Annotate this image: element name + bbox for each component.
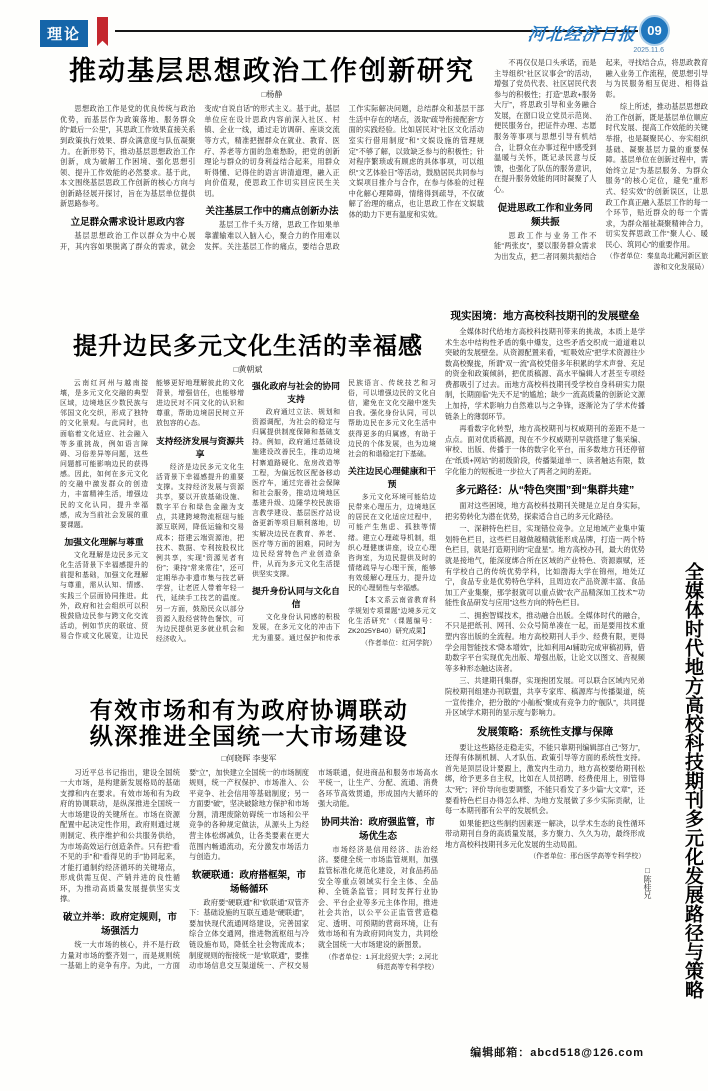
body-paragraph: 全媒体时代给地方高校科技期刊带来的挑战，本质上是学术生态中结构性矛盾的集中爆发，这些矛盾交织成一道道难以突破的发展壁垒。从资源配置来看，“虹吸效应”把学术资源往少数高校聚拢，所谓“双一流”高校凭借多年积累的学术声誉、充足的资金和政策倾斜，把优质稿源、高水平编辑人才甚至专项经费都吸引了过去。而地方高校科技期刊受学校自身科研实力限制，长期面临“先天不足”的尴尬；缺少一流高质量的创新论文源上加持，学术影响力自然难以与之争锋，逐渐沦为了学术传播链条上的薄弱环节。 — [445, 327, 645, 421]
body-paragraph: 市场经济是信用经济、法治经济。要健全统一市场监管规则，加强监管标准化规范化建设，对食品药品安全等重点领域实行全主体、全品种、全链条监管；同时发挥行业协会、平台企业等多元主体作用，推进社会共治，以公平公正监管营造稳定、透明、可预期的营商环境，让有效市场和有为政府同向发力，共同绘就全国统一大市场建设的新图景。 — [318, 844, 438, 950]
sub-heading: 促进思政工作和业务同频共振 — [497, 202, 593, 228]
sub-heading: 支持经济发展与资源共享 — [156, 435, 244, 459]
article-middle-title: 提升边民多元文化生活的幸福感 — [73, 333, 423, 360]
body-paragraph: 统一大市场的核心，并不是行政力量对市场的整齐划一，而是规则统一基础上的竞争有序。为此，一方面要“立”，加快建立全国统一的市场制度规则，统一产权保护、市场准入、公平竞争、社会信用等基础制度；另一方面要“破”，坚决破除地方保护和市场分割，清理废除妨碍统一市场和公平竞争的各种规定做法，从源头上为经营主体松绑减负，让各类要素在更大范围内畅通流动，充分激发市场活力与创造力。 — [60, 767, 309, 971]
sub-heading: 强化政府与社会的协同支持 — [252, 380, 340, 404]
body-paragraph: 文化理解是边民多元文化生活背景下幸福感提升的前提和基础，加强文化理解与尊重，需从认知、情感、实践三个层面协同推进。此外，政府和社会组织可以积极鼓励边民参与跨文化交流活动，例如节庆的联谊、贸易合作或文化展览，让边民能够更好地理解彼此的文化背景，增强信任，也能够增进边民对不同文化的认识和尊重，帮助边境居民树立开放包容的心态。 — [60, 379, 244, 641]
masthead-title: 河北经济日报 — [526, 25, 637, 44]
sub-heading: 协同共治：政府强监管，市场优生态 — [320, 816, 435, 842]
section-heading: 发展策略：系统性支撑与保障 — [476, 725, 614, 738]
article-top — [60, 56, 708, 332]
article-middle — [60, 334, 436, 692]
body-paragraph: 不再仅仅是口头承诺，而是主导组织“社区议事会”的活动，增强了党员代表、社区居民代表参与的积极性；打造“思政+服务大厅”，将思政引导和业务融合发展，在窗口设立党员示范岗、便民服务台，把证件办理、志愿服务等事项与思想引导有机结合，让群众在办事过程中感受到温暖与关怀，既记录民意与反馈，也强化了队伍的服务意识，在提升服务效能的同时凝聚了人心。 — [494, 58, 597, 194]
article-top-title: 推动基层思想政治工作创新研究 — [69, 56, 475, 86]
body-paragraph: 基层工作千头万绪，思政工作如果单靠灌输难以入脑入心，聚合力的作用难以发挥。关注基层工作的痛点，要结合思政工作实际解决问题，总结群众和基层干部生活中存在的堵点，汲取“疏导衔接配套”方面的实践经验。比如居民对“社区文化活动室实行借用制度”和“文娱设施的管理规定”不够了解，以致缺乏参与的积极性；针对程序繁琐或有顾虑的具体事项，可以组织“文艺体验日”等活动，鼓励居民共同参与文娱项目推介与合作，在参与体验的过程中化解心理障碍，情绪得到疏导，不仅破解了治理的痛点，也让思政工作在文娱载体的助力下更有温度和实效。 — [204, 104, 484, 251]
article-bottom-title-line1: 有效市场和有为政府协调联动 — [89, 697, 409, 723]
body-paragraph: 面对这些困境，地方高校科技期刊关键是立足自身实际，把劣势转化为潜在优势，探索适合自己的多元化路径。 — [445, 501, 645, 521]
body-paragraph: 二、拥抱智媒技术，推动融合出版。全媒体时代的融合，不只是把纸刊、网刊、公众号简单凑在一起，而是要用技术重塑内容出版的全流程。地方高校期刊人手少、经费有限，更得学会用智能技术“降本增效”，比如利用AI辅助完成审稿初筛，借助数字平台实现优先出版、增强出版，让论文以图文、音视频等多种形态触达读者。 — [445, 610, 645, 673]
ribbon-icon — [97, 17, 108, 46]
author-line: （作者单位：红河学院） — [361, 640, 436, 648]
funding-note: 【本文系云南省教育科学规划专项课题“边境多元文化生活研究”（课题编号：ZK2025YB40）研究成果】 — [348, 597, 436, 635]
body-paragraph: 基层思想政治工作以群众为中心展开，其内容如果脱离了群众的需求，就会变成“自说自话”的形式主义。基于此，基层单位应在设计思政内容前深入社区、村镇、企业一线，通过走访调研、座谈交流等方式，精准把握群众在就业、教育、医疗、养老等方面的急难愁盼，把党的创新理论与群众的切身利益结合起来，用群众听得懂、记得住的语言讲清道理，融入正向价值观，使思政工作切实回应民生关切。 — [60, 104, 340, 251]
article-top-left-columns — [60, 104, 484, 316]
body-paragraph: 政府要“硬联通”和“软联通”双管齐下：基础设施的互联互通是“硬联通”，要加快现代流通网络建设，完善国家综合立体交通网，推进物流枢纽与冷链设施布局，降低全社会物流成本；制度规则的衔接统一是“软联通”，要推动市场信息交互渠道统一、产权交易市场联通，促进商品和服务市场高水平统一，让生产、分配、流通、消费各环节高效贯通，形成国内大循环的强大动能。 — [189, 767, 438, 971]
section-heading: 现实困境：地方高校科技期刊的发展壁垒 — [450, 310, 640, 322]
section-heading: 多元路径：从“特色突围”到“集群共建” — [455, 484, 635, 497]
article-middle-columns — [60, 379, 436, 681]
sub-heading: 破立并举：政府定规则，市场强活力 — [62, 912, 177, 938]
page-number-badge: 09 — [639, 15, 670, 46]
body-paragraph: 经济是边民多元文化生活背景下幸福感提升的重要支撑。支持经济发展与资源共享，要以开放基础设施、数字平台和绿色金融为支点，共建跨境物流枢纽与能源互联网，降低运输和交易成本；搭建云端资源池，把技术、数据、专利按股权比例共享，实现“资源见者有份”；秉持“常来常往”，还可定期举办非遗市集与技艺研学营，让老匠人带着年轻一代，延续手工技艺的温度。另一方面，鼓励民众以部分资源入股经营特色餐饮，可为边民提供更多就业机会和经济收入。 — [156, 463, 244, 643]
sub-heading: 提升身份认同与文化自信 — [252, 586, 340, 610]
body-paragraph: 文化身份认同感的积极发展，在多元文化的冲击下尤为重要。通过保护和传承民族语言、传统技艺和习俗，可以增强边民的文化自信，避免在文化交融中迷失自我。强化身份认同，可以帮助边民在多元文化生活中获得更多的归属感，有助于边民的个体发展，也为边境社会的和谐稳定打下基础。 — [252, 379, 436, 642]
sub-heading: 关注边民心理健康和干预 — [348, 466, 436, 489]
article-top-right-columns — [494, 58, 708, 326]
body-paragraph: 如果能把这些制约因素逐一解决，以学术生态的良性循环带动期刊自身的高质量发展，多方聚力、久久为功，最终形成地方高校科技期刊多元化发展的生动局面。 — [445, 818, 645, 849]
body-paragraph: 思想政治工作是党的优良传统与政治优势，而基层作为政策落地、服务群众的“最后一公里”，其思政工作效果直接关系到政策执行效果、群众满意度与队伍凝聚力。在新形势下，推动基层思想政治工作创新，成为破解工作困境、强化思想引领、提升工作效能的必然要求。基于此，本文围绕基层思政工作创新的核心方向与创新路径展开探讨，旨在为基层单位提供新思路参考。 — [60, 104, 196, 209]
article-right-byline: □陈桂兄 — [643, 866, 652, 899]
author-line: （作者单位：邢台医学高等专科学校） — [529, 853, 645, 861]
section-label: 理论 — [40, 20, 88, 47]
body-paragraph: 一、深耕特色栏目，实现错位竞争。立足地域产业集中策划特色栏目，这些栏目越做越精就能形成品牌，打造一两个特色栏目，就是打造期刊的“定盘星”。地方高校办刊，最大的优势就是接地气，能深度绑合所在区域的产业特色、资源禀赋，还有学校自己的传统优势学科，比如渤海大学在锦州，地处辽宁，食品专业是优势特色学科，且周边农产品资源丰富、食品加工产业集聚，那学报就可以重点做“农产品精深加工技术”“功能性食品研发与应用”这些方向的特色栏目。 — [445, 524, 645, 608]
body-paragraph: 再看数字化转型，地方高校期刊与权威期刊的差距不是一点点。面对优质稿源，现在不少权威期刊早就搭建了集采编、审校、出版、传播于一体的数字化平台，而多数地方刊还停留在“纸质+网站”的初级阶段，传播渠道单一、读者触达有限，数字化能力的短板进一步拉大了两者之间的差距。 — [445, 424, 645, 476]
article-bottom-byline: □何晓晖 李斐军 — [221, 753, 277, 763]
sub-heading: 软硬联通：政府搭框架，市场畅循环 — [191, 869, 306, 895]
article-top-right-text — [494, 58, 708, 326]
sub-heading: 立足群众需求设计思政内容 — [70, 217, 185, 229]
body-paragraph: 三、共建期刊集群，实现抱团发展。可以联合区域内兄弟院校期刊组建办刊联盟，共享专家库、稿源库与传播渠道，统一宣传推介，把分散的“小舢板”聚成有竞争力的“舰队”，共同提升区域学术期刊的显示度与影响力。 — [445, 676, 645, 718]
body-paragraph: 政府通过立法、规划和资源调配，为社会的稳定与归属提供制度保障和基础支持。例如，政府通过基础设施建设改善民生，推动边境村寨道路硬化、危房改造等工程，为偏远牧区配备移动医疗车，通过完善社会保障和社会服务，推动边境地区基建升级、边陲学校民族语言教学建设、基层医疗站设备更新等项目顺利落地，切实解决边民在教育、养老、医疗等方面的困难，同时为边民经营特色产业创造条件，从而为多元文化生活提供坚实支撑。 — [252, 408, 340, 579]
article-bottom — [60, 698, 438, 1088]
article-right-text — [445, 303, 645, 1045]
body-paragraph: 多元文化环境可能给边民带来心理压力，边境地区的居民在文化适应过程中，可能产生焦虑、孤独等情绪。建立心理疏导机制，组织心理健康讲座，设立心理咨询室，为边民提供及时的情绪疏导与心理干预，能够有效缓解心理压力，提升边民的心理韧性与幸福感。 — [348, 494, 436, 593]
author-line: （作者单位：1.河北经贸大学；2.河北师范高等专科学校） — [324, 953, 438, 971]
sub-heading: 关注基层工作中的痛点创新办法 — [205, 206, 339, 218]
issue-date: 2025.11.6 — [633, 47, 664, 54]
article-bottom-title-line2: 纵深推进全国统一大市场建设 — [89, 722, 409, 749]
author-line: （作者单位：秦皇岛北戴河新区旅游和文化发展局） — [606, 253, 708, 271]
article-bottom-columns — [60, 768, 438, 1074]
editor-email: 编辑邮箱：abcd518@126.com — [470, 1047, 644, 1059]
body-paragraph: 云南红河州与越南接壤，是多元文化交融的典型区域，边境地区少数民族与邻国文化交织，形成了独特的文化景观。与此同时，也面临着文化适应、社会融入等多重挑战，例如语言障碍、习俗差异等问题，这些问题都可能影响边民的获得感。因此，如何在多元文化的交融中激发群众的创造力，丰富精神生活，增强边民的文化认同，提升幸福感，成为当前社会发展的重要课题。 — [60, 379, 148, 529]
body-paragraph: 思政工作与业务工作不能“两张皮”，要以服务群众需求为出发点，把二者同频共振结合起来，寻找结合点，将思政教育融入业务工作流程，使思想引导与为民服务相互促进、相得益彰。 — [494, 58, 708, 261]
article-right — [445, 303, 645, 1045]
article-middle-byline: □黄朝斌 — [233, 364, 263, 374]
body-paragraph: 要让这些路径走稳走实，不能只靠期刊编辑部自己“努力”，还得有体制机制、人才队伍、政策引导等方面的系统性支持。首先是顶层设计要跟上，激发内生动力，地方高校要给期刊松绑，给予更多自主权，比如在人员招聘、经费使用上，别管得太“死”；评价导向也要调整，不能只看发了多少篇“大文章”，还要看特色栏目办得怎么样、为地方发展做了多少实际贡献，让每一本期刊都有公平的发展机会。 — [445, 742, 645, 816]
article-right-vertical-title: 全媒体时代地方高校科技期刊多元化发展路径与策略 — [682, 562, 703, 999]
body-paragraph: 习近平总书记指出，建设全国统一大市场，是构建新发展格局的基础支撑和内在要求。有效市场和有为政府的协调联动，是纵深推进全国统一大市场建设的关键所在。市场在资源配置中起决定性作用，政府则通过规则制定、秩序维护和公共服务供给，为市场高效运行创造条件。只有把“看不见的手”和“看得见的手”协同起来，才能打通制约经济循环的关键堵点，形成供需互促、产销并进的良性循环，为推动高质量发展提供坚实支撑。 — [60, 767, 180, 904]
body-paragraph: 综上所述，推动基层思想政治工作创新，既是基层单位顺应时代发展、提高工作效能的关键举措，也是凝聚民心、夯实组织基础、凝聚基层力量的重要保障。基层单位在创新过程中，需始终立足“为基层服务、为群众服务”的核心定位，避免“重形式、轻实效”的创新误区，让思政工作真正融入基层工作的每一个环节，贴近群众的每一个需求，为群众福祉凝聚精神合力，切实发挥思政工作“聚人心、暖民心、筑同心”的重要作用。 — [605, 102, 708, 249]
article-top-byline: □杨静 — [261, 90, 283, 100]
sub-heading: 加强文化理解与尊重 — [64, 536, 144, 547]
